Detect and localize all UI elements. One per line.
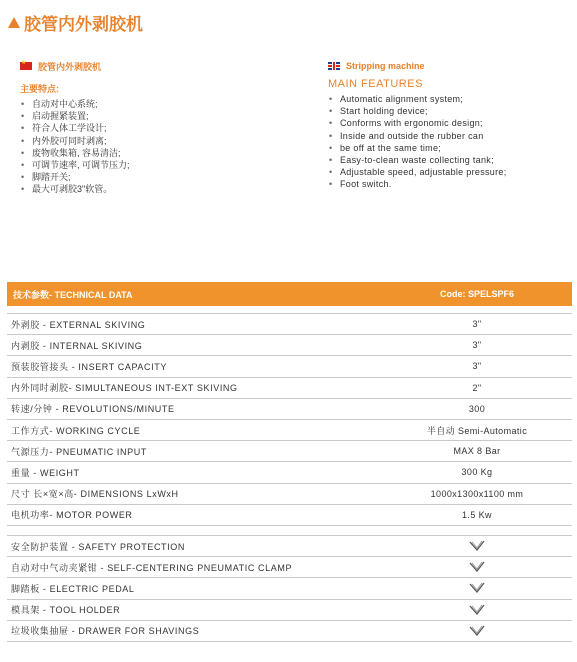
accessory-label: 安全防护装置 - SAFETY PROTECTION xyxy=(11,541,185,552)
spec-row xyxy=(7,420,572,441)
english-lang-header xyxy=(328,60,568,72)
uk-flag-icon xyxy=(328,62,340,70)
accessory-label: 模具架 - TOOL HOLDER xyxy=(11,605,121,616)
spec-value: 300 Kg xyxy=(461,467,493,478)
spec-row xyxy=(7,399,572,420)
feature-item: • be off at the same time; xyxy=(328,142,568,154)
feature-item: • 可调节速率, 可调节压力; xyxy=(20,159,290,171)
english-features-subtitle: MAIN FEATURES xyxy=(328,78,423,90)
spec-value: 1.5 Kw xyxy=(462,509,492,520)
spec-row xyxy=(7,441,572,462)
feature-item: • 启动握紧装置; xyxy=(20,110,290,122)
accessory-check-cell xyxy=(412,561,572,573)
accessory-row xyxy=(7,600,572,621)
english-features-list xyxy=(328,93,568,191)
chinese-lang-header xyxy=(20,60,290,72)
accessory-row xyxy=(7,536,572,557)
technical-data-title: 技术参数- TECHNICAL DATA xyxy=(13,289,133,300)
accessory-check-cell xyxy=(412,625,572,637)
spec-value-cell xyxy=(412,467,572,477)
accessory-label: 脚踏板 - ELECTRIC PEDAL xyxy=(11,583,135,594)
feature-item: • 最大可剥胶3"软管。 xyxy=(20,183,290,195)
feature-item: • Adjustable speed, adjustable pressure; xyxy=(328,166,568,178)
spec-row xyxy=(7,378,572,399)
spec-label: 预装胶管接头 - INSERT CAPACITY xyxy=(11,361,167,372)
spec-value-cell xyxy=(412,489,572,499)
check-icon xyxy=(412,561,542,573)
spec-value: 3" xyxy=(472,340,482,351)
accessory-row xyxy=(7,578,572,599)
accessory-check-cell xyxy=(412,582,572,594)
feature-item: • Foot switch. xyxy=(328,178,568,190)
spec-label: 工作方式- WORKING CYCLE xyxy=(11,425,141,436)
spec-row xyxy=(7,314,572,335)
spec-value-cell xyxy=(412,424,572,437)
spec-value: 半自动 Semi-Automatic xyxy=(426,425,528,436)
accessory-row xyxy=(7,557,572,578)
feature-item: • 脚踏开关; xyxy=(20,171,290,183)
check-icon xyxy=(412,625,542,637)
spec-row xyxy=(7,356,572,377)
spec-label: 重量 - WEIGHT xyxy=(11,467,80,478)
spec-value-cell xyxy=(412,340,572,350)
chinese-features-subtitle: 主要特点: xyxy=(20,84,59,94)
spec-value: 1000x1300x1100 mm xyxy=(430,488,524,499)
check-icon xyxy=(412,582,542,594)
feature-item: • Automatic alignment system; xyxy=(328,93,568,105)
spec-label: 外剥胶 - EXTERNAL SKIVING xyxy=(11,319,146,330)
chinese-lang-label: 胶管内外剥胶机 xyxy=(38,61,102,72)
accessory-check-cell xyxy=(412,540,572,552)
spec-row xyxy=(7,484,572,505)
triangle-icon xyxy=(8,17,20,28)
spec-value: MAX 8 Bar xyxy=(453,446,501,457)
accessory-check-cell xyxy=(412,604,572,616)
english-lang-label: Stripping machine xyxy=(346,61,425,71)
spec-row xyxy=(7,462,572,483)
spec-label: 转速/分钟 - REVOLUTIONS/MINUTE xyxy=(11,404,175,415)
page-title-text: 胶管内外剥胶机 xyxy=(24,15,143,34)
spec-value-cell xyxy=(412,319,572,329)
page-title xyxy=(8,10,143,35)
spec-row xyxy=(7,335,572,356)
spec-value-cell xyxy=(412,510,572,520)
technical-data-header xyxy=(7,282,572,306)
accessory-label: 垃圾收集抽屉 - DRAWER FOR SHAVINGS xyxy=(11,626,200,637)
check-icon xyxy=(412,540,542,552)
accessories-table xyxy=(7,535,572,642)
accessory-row xyxy=(7,621,572,642)
spec-label: 内外同时剥胶- SIMULTANEOUS INT-EXT SKIVING xyxy=(11,383,238,394)
feature-item: • 内外胶可同时剥离; xyxy=(20,135,290,147)
chinese-features-list xyxy=(20,98,290,196)
spec-value: 3" xyxy=(472,319,482,330)
feature-item: • Easy-to-clean waste collecting tank; xyxy=(328,154,568,166)
spec-value-cell xyxy=(412,383,572,393)
spec-label: 气源压力- PNEUMATIC INPUT xyxy=(11,446,147,457)
english-column xyxy=(328,60,568,191)
spec-label: 内剥胶 - INTERNAL SKIVING xyxy=(11,340,143,351)
spec-label: 电机功率- MOTOR POWER xyxy=(11,510,133,521)
technical-data-table xyxy=(7,313,572,526)
spec-value-cell xyxy=(412,446,572,456)
feature-item: • Inside and outside the rubber can xyxy=(328,130,568,142)
chinese-column xyxy=(20,60,290,196)
spec-value: 2" xyxy=(472,382,482,393)
spec-value-cell xyxy=(412,361,572,371)
spec-label: 尺寸 长×宽×高- DIMENSIONS LxWxH xyxy=(11,489,179,500)
feature-item: • 自动对中心系统; xyxy=(20,98,290,110)
feature-item: • Conforms with ergonomic design; xyxy=(328,117,568,129)
check-icon xyxy=(412,604,542,616)
feature-item: • 废物收集箱, 容易清洁; xyxy=(20,147,290,159)
product-code: Code: SPELSPF6 xyxy=(439,289,514,299)
spec-row xyxy=(7,505,572,526)
feature-item: • Start holding device; xyxy=(328,105,568,117)
accessory-label: 自动对中气动夹紧钳 - SELF-CENTERING PNEUMATIC CLAMP xyxy=(11,562,293,573)
china-flag-icon xyxy=(20,62,32,70)
spec-value: 3" xyxy=(472,361,482,372)
feature-item: • 符合人体工学设计; xyxy=(20,122,290,134)
spec-value-cell xyxy=(412,404,572,414)
spec-value: 300 xyxy=(468,403,486,414)
